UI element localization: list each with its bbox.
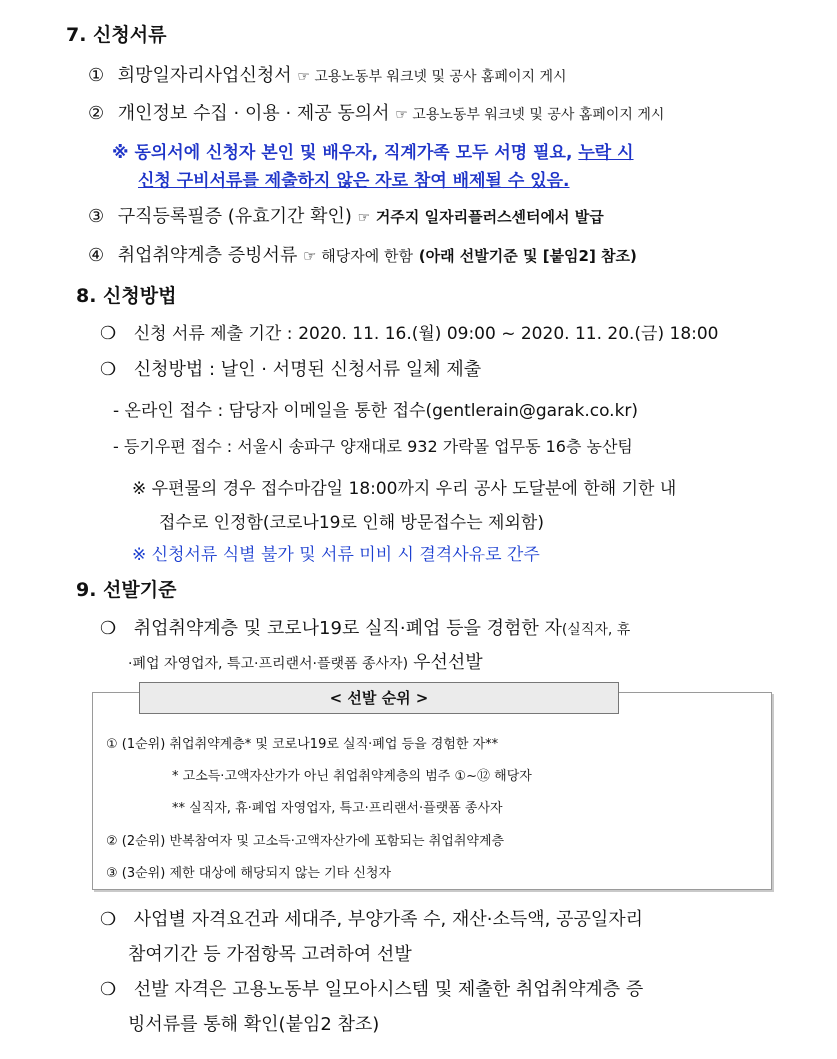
rank-2: ② (2순위) 반복참여자 및 고소득·고액자산가에 포함되는 취업취약계층 [106, 834, 505, 849]
priority-small: (실직자, 휴 [561, 622, 631, 638]
selection-rank-title: < 선발 순위 > [139, 682, 619, 714]
consent-note-prefix: ※ 동의서에 신청자 본인 및 배우자, 직계가족 모두 서명 필요, [112, 143, 573, 163]
mail-text: 서울시 송파구 양재대로 932 가락몰 업무동 16층 농산팀 [237, 437, 633, 456]
item-ref: ☞ 고용노동부 워크넷 및 공사 홈페이지 게시 [395, 107, 665, 123]
section-8-heading: 8. 신청방법 [76, 285, 177, 307]
item-text: 구직등록필증 (유효기간 확인) [117, 206, 352, 227]
bullet-icon: ❍ [100, 979, 117, 1000]
item-number: ③ [88, 206, 105, 227]
priority-para-line2 [128, 648, 483, 674]
priority-para-line1 [100, 614, 630, 640]
online-submission [113, 396, 638, 421]
period-value: 2020. 11. 16.(월) 09:00 ~ 2020. 11. 20.(금) 18:00 [298, 324, 719, 344]
rank-1-note-b: ** 실직자, 휴·폐업 자영업자, 특고·프리랜서·플랫폼 종사자 [172, 801, 503, 816]
item-ref: ☞ 고용노동부 워크넷 및 공사 홈페이지 게시 [297, 69, 567, 85]
doc-item-3 [88, 202, 604, 228]
priority-main: 취업취약계층 및 코로나19로 실직·폐업 등을 경험한 자 [133, 618, 562, 639]
section-9-heading: 9. 선발기준 [76, 579, 177, 601]
mail-note-line1: ※ 우편물의 경우 접수마감일 18:00까지 우리 공사 도달분에 한해 기한 내 [132, 479, 677, 499]
verification-para-line2: 빙서류를 통해 확인(붙임2 참조) [128, 1014, 380, 1035]
online-text: 담당자 이메일을 통한 접수 [228, 401, 426, 421]
selection-rank-box [92, 692, 772, 890]
verification-text-1: 선발 자격은 고용노동부 일모아시스템 및 제출한 취업취약계층 증 [133, 979, 644, 1000]
application-method [100, 355, 481, 381]
item-number: ② [88, 103, 105, 124]
mail-submission [113, 434, 633, 457]
item-number: ① [88, 65, 105, 86]
online-label: - 온라인 접수 : [113, 401, 224, 421]
bullet-icon: ❍ [100, 359, 117, 380]
scoring-para-line1 [100, 905, 643, 931]
online-email[interactable]: (gentlerain@garak.co.kr) [425, 401, 639, 421]
bullet-icon: ❍ [100, 909, 117, 930]
item-text: 희망일자리사업신청서 [117, 65, 292, 86]
rank-3: ③ (3순위) 제한 대상에 해당되지 않는 기타 신청자 [106, 866, 392, 881]
period-label: 신청 서류 제출 기간 : [133, 324, 293, 344]
consent-note-line2: 신청 구비서류를 제출하지 않은 자로 참여 배제될 수 있음. [138, 171, 570, 191]
scoring-text-1: 사업별 자격요건과 세대주, 부양가족 수, 재산·소득액, 공공일자리 [133, 909, 644, 930]
rank-1: ① (1순위) 취업취약계층* 및 코로나19로 실직·폐업 등을 경험한 자** [106, 737, 499, 752]
mail-note-line2: 접수로 인정함(코로나19로 인해 방문접수는 제외함) [159, 513, 544, 533]
scoring-para-line2: 참여기간 등 가점항목 고려하여 선발 [128, 944, 412, 965]
item-bold-note: (아래 선발기준 및 [붙임2] 참조) [418, 247, 637, 265]
method-text: 신청방법 : 날인 · 서명된 신청서류 일체 제출 [133, 359, 482, 380]
disqualification-note: ※ 신청서류 식별 불가 및 서류 미비 시 결격사유로 간주 [132, 545, 540, 565]
doc-item-2 [88, 99, 664, 125]
item-bold-note: 거주지 일자리플러스센터에서 발급 [375, 208, 604, 226]
item-number: ④ [88, 245, 105, 266]
rank-1-note-a: * 고소득·고액자산가가 아닌 취업취약계층의 범주 ①~⑫ 해당자 [172, 769, 532, 784]
item-ref: ☞ 해당자에 한함 [303, 247, 414, 265]
bullet-icon: ❍ [100, 618, 117, 639]
doc-item-1 [88, 61, 567, 87]
consent-note-line1 [112, 138, 634, 163]
section-7-heading: 7. 신청서류 [66, 24, 167, 46]
priority-small-2: ·폐업 자영업자, 특고·프리랜서·플랫폼 종사자) [128, 656, 409, 672]
item-text: 개인정보 수집 · 이용 · 제공 동의서 [117, 103, 390, 124]
submission-period [100, 319, 719, 344]
mail-label: - 등기우편 접수 : [113, 437, 233, 456]
item-text: 취업취약계층 증빙서류 [117, 245, 298, 266]
priority-main-2: 우선선발 [413, 652, 483, 673]
bullet-icon: ❍ [100, 323, 117, 344]
item-ref: ☞ [357, 210, 371, 226]
doc-item-4 [88, 241, 637, 267]
verification-para-line1 [100, 975, 643, 1001]
consent-note-underlined: 누락 시 [578, 143, 634, 163]
